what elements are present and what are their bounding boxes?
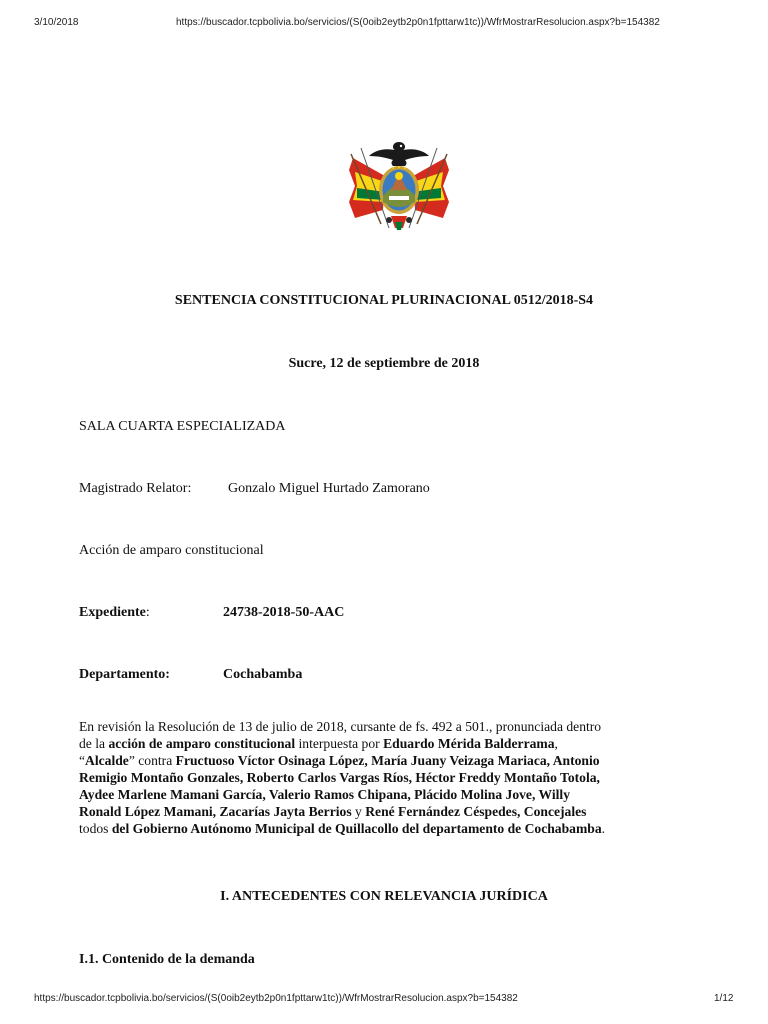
paragraph-line: “Alcalde” contra Fructuoso Víctor Osinaga López, María Juany Veizaga Mariaca, Antonio bbox=[79, 753, 600, 768]
case-number: 24738-2018-50-AAC bbox=[223, 605, 345, 620]
section-heading: I. ANTECEDENTES CON RELEVANCIA JURÍDICA bbox=[220, 889, 548, 904]
page-number: 1/12 bbox=[714, 993, 734, 1004]
paragraph-line: todos del Gobierno Autónomo Municipal de Quillacollo del departamento de Cochabamba. bbox=[79, 821, 606, 836]
rapporteur-label: Magistrado Relator: bbox=[79, 481, 192, 496]
department-label: Departamento: bbox=[79, 667, 170, 682]
paragraph-line: Ronald López Mamani, Zacarías Jayta Berrios y René Fernández Céspedes, Concejales bbox=[79, 804, 587, 819]
case-summary-paragraph bbox=[79, 718, 693, 837]
print-date: 3/10/2018 bbox=[34, 17, 79, 28]
place-date: Sucre, 12 de septiembre de 2018 bbox=[288, 356, 480, 371]
print-url: https://buscador.tcpbolivia.bo/servicios/(S(0oib2eytb2p0n1fpttarw1tc))/WfrMostrarResolucion.aspx?b=154382 bbox=[176, 17, 660, 28]
footer-url: https://buscador.tcpbolivia.bo/servicios/(S(0oib2eytb2p0n1fpttarw1tc))/WfrMostrarResolucion.aspx?b=154382 bbox=[34, 993, 518, 1004]
chamber-name: SALA CUARTA ESPECIALIZADA bbox=[79, 419, 286, 434]
print-footer bbox=[0, 993, 768, 1007]
action-type: Acción de amparo constitucional bbox=[79, 543, 264, 558]
print-header bbox=[0, 17, 768, 31]
rapporteur-value: Gonzalo Miguel Hurtado Zamorano bbox=[228, 481, 430, 496]
department-value: Cochabamba bbox=[223, 667, 303, 682]
paragraph-line: Aydee Marlene Mamani García, Valerio Ramos Chipana, Plácido Molina Jove, Willy bbox=[79, 787, 570, 802]
paragraph-line: de la acción de amparo constitucional interpuesta por Eduardo Mérida Balderrama, bbox=[79, 736, 558, 751]
coat-of-arms-bolivia bbox=[345, 136, 453, 234]
paragraph-line: Remigio Montaño Gonzales, Roberto Carlos Vargas Ríos, Héctor Freddy Montaño Totola, bbox=[79, 770, 600, 785]
subsection-heading: I.1. Contenido de la demanda bbox=[79, 952, 255, 967]
case-label: Expediente: bbox=[79, 605, 150, 620]
paragraph-line: En revisión la Resolución de 13 de julio de 2018, cursante de fs. 492 a 501., pronunciada dentro bbox=[79, 719, 602, 734]
document-title: SENTENCIA CONSTITUCIONAL PLURINACIONAL 0512/2018-S4 bbox=[174, 293, 594, 308]
